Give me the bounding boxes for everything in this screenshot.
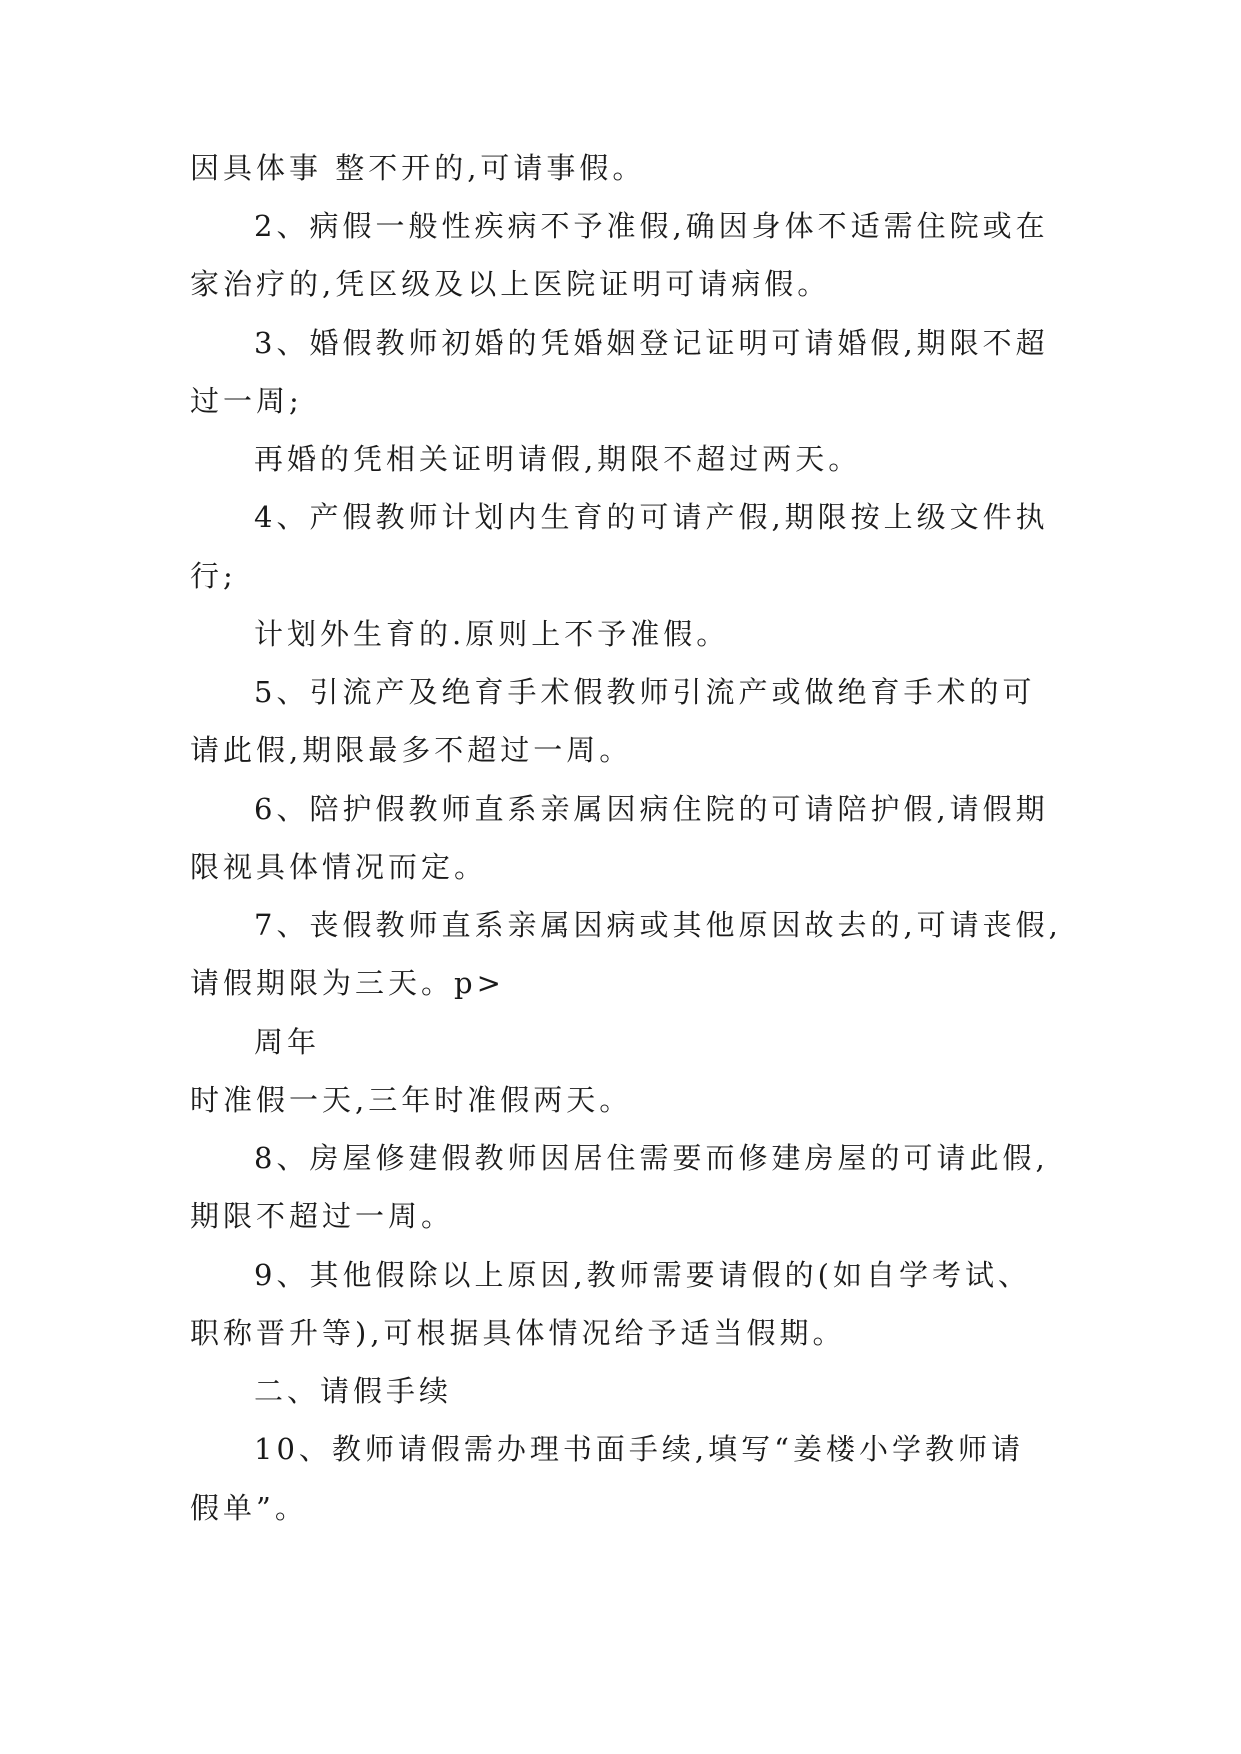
text-line: 2、病假一般性疾病不予准假,确因身体不适需住院或在	[254, 209, 1049, 243]
text-line: 8、房屋修建假教师因居住需要而修建房屋的可请此假,	[254, 1141, 1049, 1175]
text-line: 职称晋升等),可根据具体情况给予适当假期。	[190, 1316, 846, 1350]
section-heading: 二、请假手续	[254, 1374, 453, 1408]
text-line: 过一周;	[190, 384, 303, 418]
text-line: 6、陪护假教师直系亲属因病住院的可请陪护假,请假期	[254, 792, 1049, 826]
text-line: 计划外生育的.原则上不予准假。	[254, 617, 730, 651]
text-line: 期限不超过一周。	[190, 1199, 455, 1233]
text-line: 4、产假教师计划内生育的可请产假,期限按上级文件执	[254, 500, 1049, 534]
text-line: 7、丧假教师直系亲属因病或其他原因故去的,可请丧假,	[254, 908, 1062, 942]
text-line: 行;	[190, 559, 237, 593]
text-line: 10、教师请假需办理书面手续,填写“姜楼小学教师请	[254, 1432, 1024, 1466]
text-line: 周年	[254, 1025, 321, 1059]
text-line: 家治疗的,凭区级及以上医院证明可请病假。	[190, 267, 831, 301]
text-line: 9、其他假除以上原因,教师需要请假的(如自学考试、	[254, 1258, 1031, 1292]
text-line: 因具体事 整不开的,可请事假。	[190, 151, 646, 185]
text-line: 请假期限为三天。p>	[190, 966, 505, 1000]
text-line: 请此假,期限最多不超过一周。	[190, 733, 633, 767]
text-line: 3、婚假教师初婚的凭婚姻登记证明可请婚假,期限不超	[254, 326, 1049, 360]
text-line: 时准假一天,三年时准假两天。	[190, 1083, 633, 1117]
text-line: 再婚的凭相关证明请假,期限不超过两天。	[254, 442, 862, 476]
text-line: 限视具体情况而定。	[190, 850, 488, 884]
text-line: 5、引流产及绝育手术假教师引流产或做绝育手术的可	[254, 675, 1036, 709]
text-line: 假单”。	[190, 1491, 308, 1525]
